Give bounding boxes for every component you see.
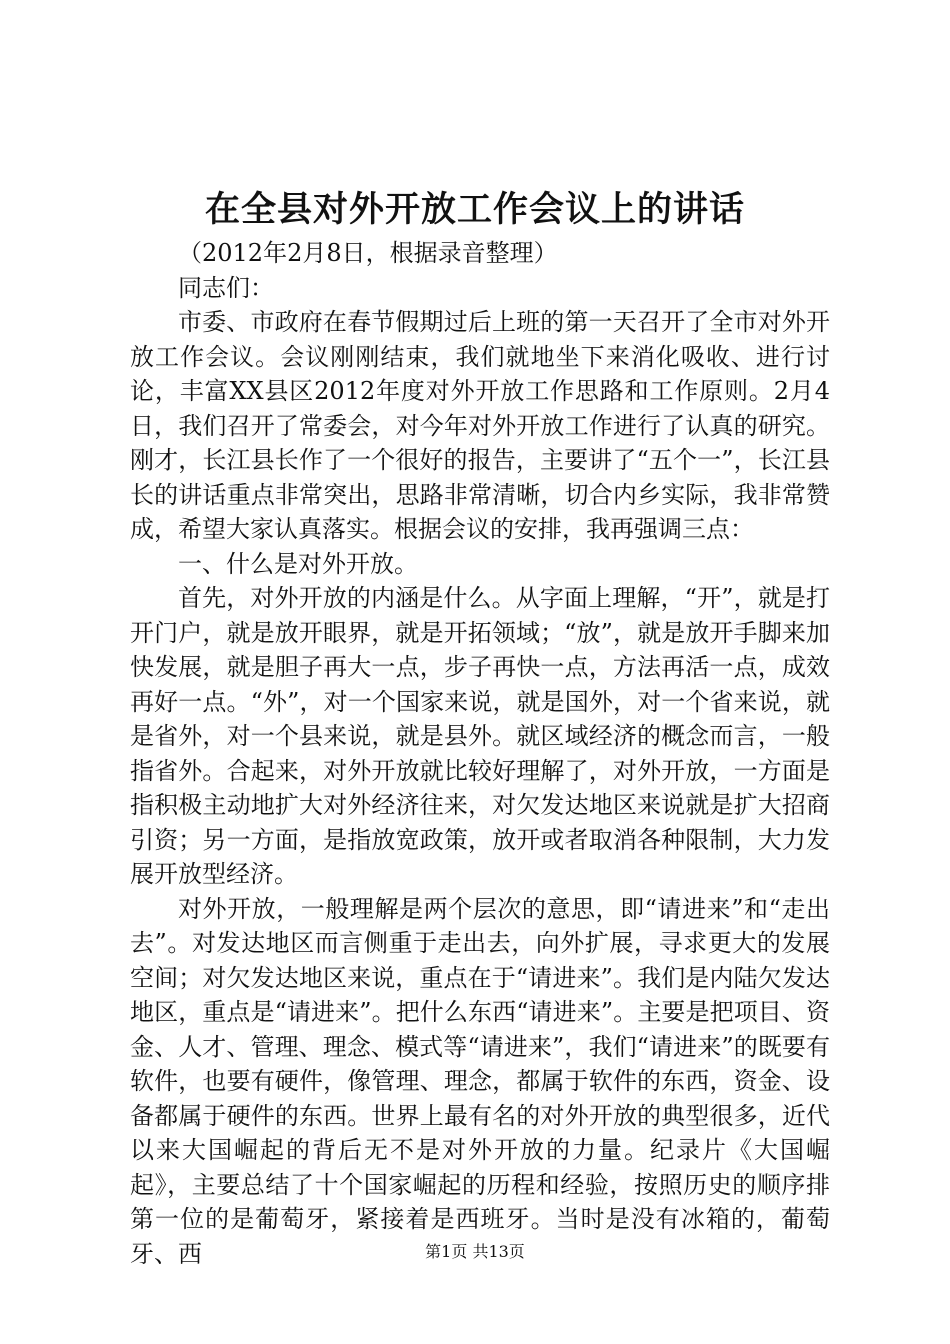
paragraph: 对外开放，一般理解是两个层次的意思，即“请进来”和“走出去”。对发达地区而言侧重于走出去，向外扩展，寻求更大的发展空间；对欠发达地区来说，重点在于“请进来”。我们是内陆欠发达地区，重点是“请进来”。把什么东西“请进来”。主要是把项目、资金、人才、管理、理念、模式等“请进来”，我们“请进来”的既要有软件，也要有硬件，像管理、理念，都属于软件的东西，资金、设备都属于硬件的东西。世界上最有名的对外开放的典型很多，近代以来大国崛起的背后无不是对外开放的力量。纪录片《大国崛起》，主要总结了十个国家崛起的历程和经验，按照历史的顺序排第一位的是葡萄牙，紧接着是西班牙。当时是没有冰箱的，葡萄牙、西	[130, 894, 830, 1268]
document-title: 在全县对外开放工作会议上的讲话	[204, 189, 745, 230]
section-heading: 一、什么是对外开放。	[178, 549, 418, 578]
document-body	[130, 236, 830, 1271]
page-footer: 第1页 共13页	[425, 1242, 525, 1261]
paragraph: 首先，对外开放的内涵是什么。从字面上理解，“开”，就是打开门户，就是放开眼界，就是开拓领域；“放”，就是放开手脚来加快发展，就是胆子再大一点，步子再快一点，方法再活一点，成效再好一点。“外”，对一个国家来说，就是国外，对一个省来说，就是省外，对一个县来说，就是县外。就区域经济的概念而言，一般指省外。合起来，对外开放就比较好理解了，对外开放，一方面是指积极主动地扩大对外经济往来，对欠发达地区来说就是扩大招商引资；另一方面，是指放宽政策，放开或者取消各种限制，大力发展开放型经济。	[130, 584, 830, 888]
paragraph-intro: 市委、市政府在春节假期过后上班的第一天召开了全市对外开放工作会议。会议刚刚结束，我们就地坐下来消化吸收、进行讨论，丰富XX县区2012年度对外开放工作思路和工作原则。2月4日，我们召开了常委会，对今年对外开放工作进行了认真的研究。刚才，长江县长作了一个很好的报告，主要讲了“五个一”，长江县长的讲话重点非常突出，思路非常清晰，切合内乡实际，我非常赞成，希望大家认真落实。根据会议的安排，我再强调三点：	[130, 308, 830, 543]
salutation: 同志们：	[178, 273, 274, 302]
date-note: （2012年2月8日，根据录音整理）	[178, 239, 558, 267]
